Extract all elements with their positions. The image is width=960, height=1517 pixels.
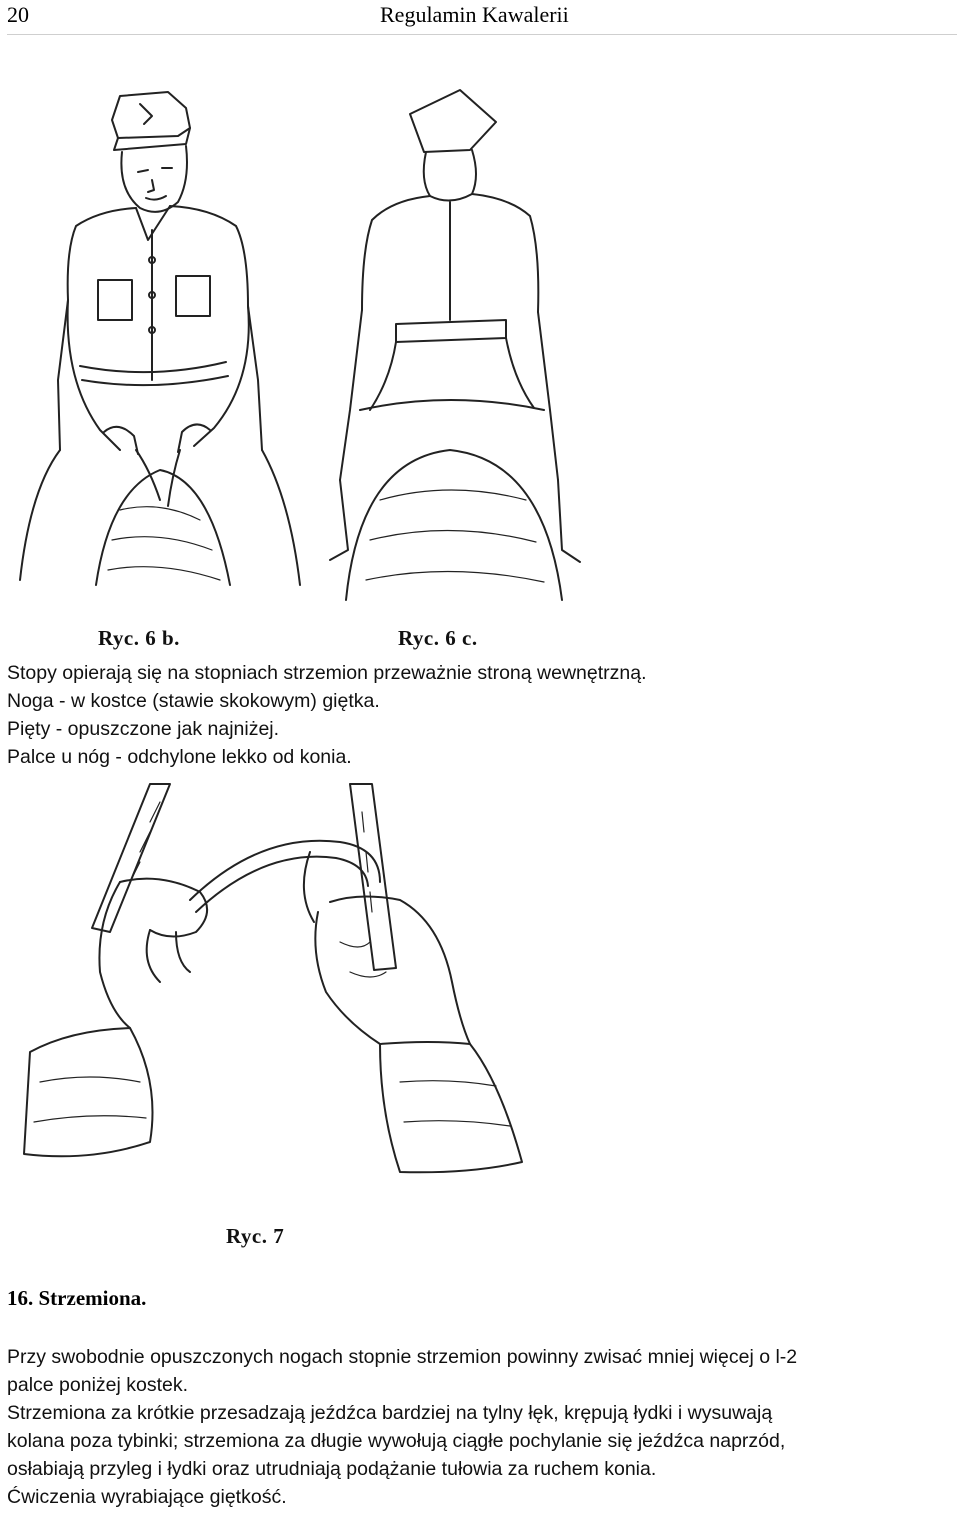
text-line: Stopy opierają się na stopniach strzemion przeważnie stroną wewnętrzną. (7, 662, 647, 684)
figure-rider-front (0, 80, 330, 650)
figure-label-6b: Ryc. 6 b. (98, 626, 180, 650)
text-line: palce poniżej kostek. (7, 1374, 189, 1396)
text-line: kolana poza tybinki; strzemiona za długie wywołują ciągłe pochylanie się jeźdźca naprzód, (7, 1430, 786, 1452)
text-line: Przy swobodnie opuszczonych nogach stopnie strzemion powinny zwisać mniej więcej o l-2 (7, 1346, 798, 1368)
text-line: Pięty - opuszczone jak najniżej. (7, 718, 280, 740)
text-line: Noga - w kostce (stawie skokowym) giętka. (7, 690, 380, 712)
text-line: Strzemiona za krótkie przesadzają jeźdźca bardziej na tylny łęk, krępują łydki i wysuwają (7, 1402, 773, 1424)
figure-rider-back (300, 80, 620, 650)
figure-label-6c: Ryc. 6 c. (398, 626, 478, 650)
text-line: Ćwiczenia wyrabiające giętkość. (7, 1486, 287, 1508)
text-line: Palce u nóg - odchylone lekko od konia. (7, 746, 352, 768)
section-body (7, 1343, 797, 1511)
paragraph-feet (7, 659, 647, 771)
figure-label-7: Ryc. 7 (226, 1224, 285, 1248)
section-title: 16. Strzemiona. (7, 1286, 147, 1310)
running-title: Regulamin Kawalerii (380, 2, 569, 27)
text-line: osłabiają przyleg i łydki oraz utrudniają podążanie tułowia za ruchem konia. (7, 1458, 657, 1480)
page-header (7, 0, 957, 35)
figure-hands-stirrup (0, 782, 540, 1252)
page-number: 20 (7, 2, 29, 27)
